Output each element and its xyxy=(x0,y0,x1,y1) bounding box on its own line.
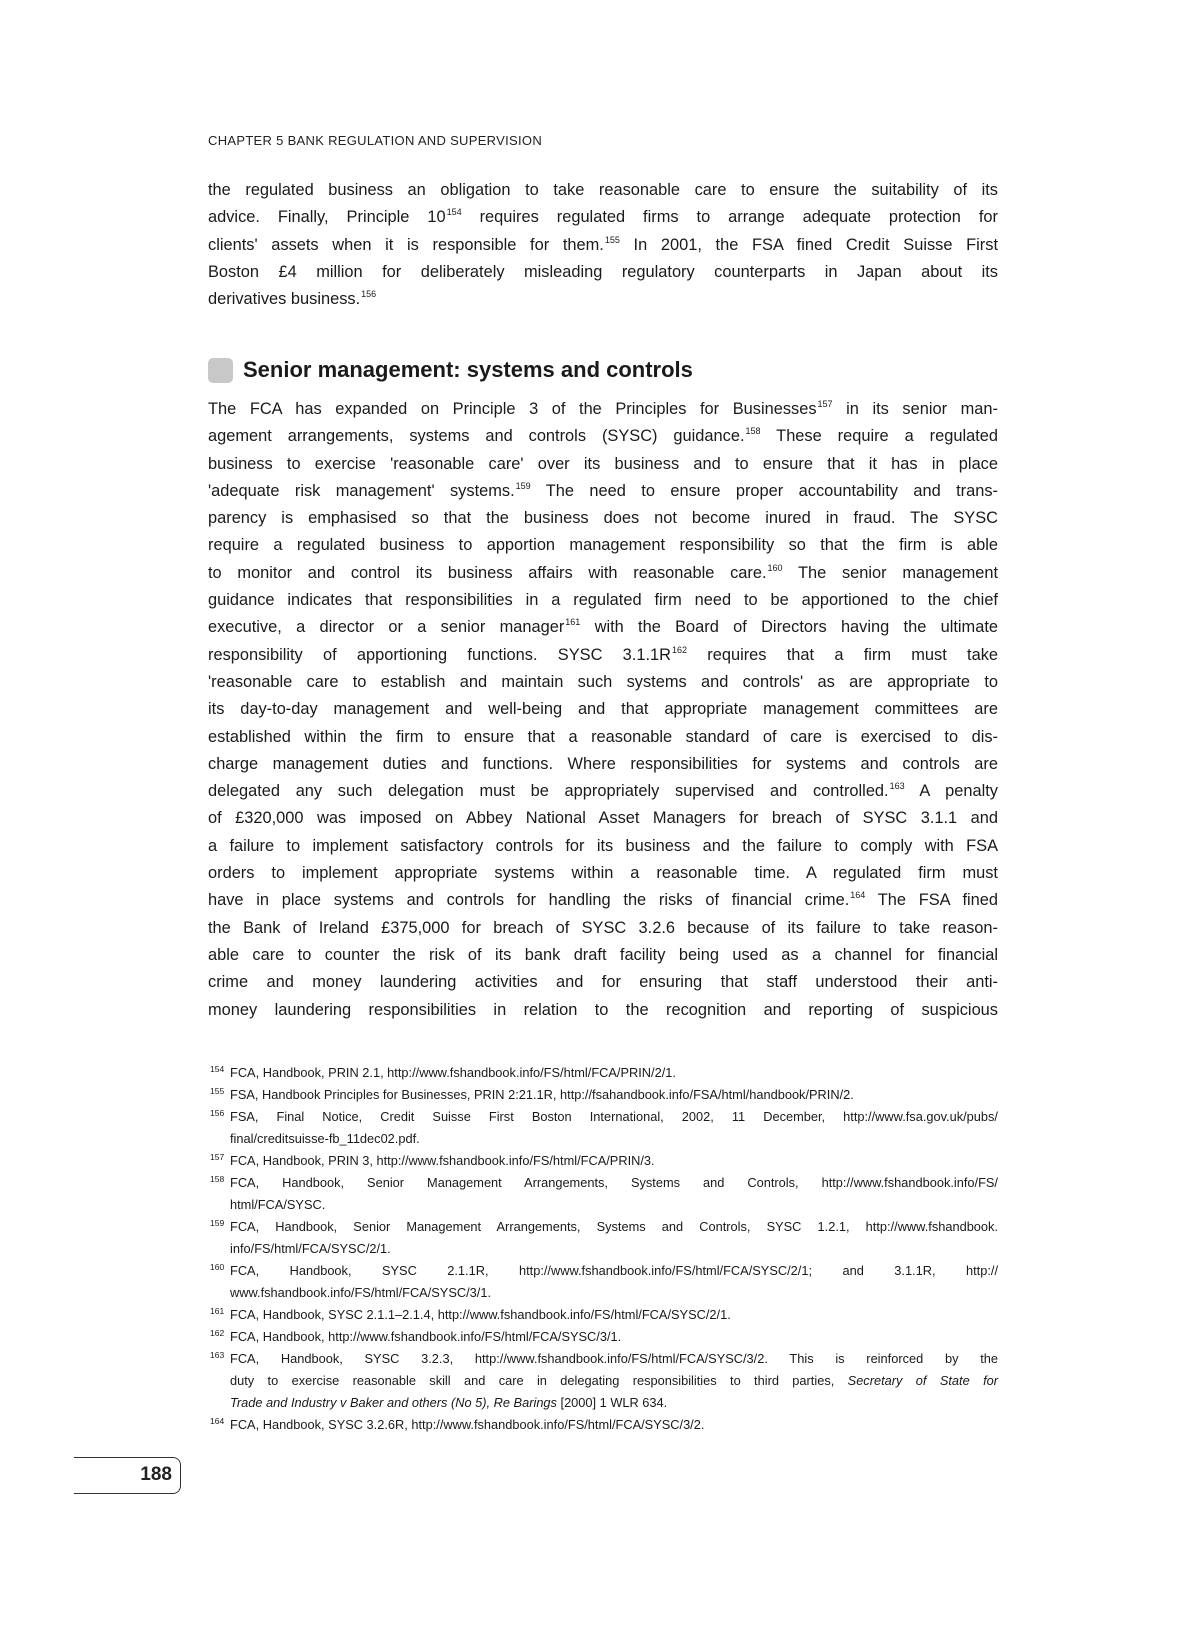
footnote-number: 155 xyxy=(210,1086,225,1096)
section-heading-text: Senior management: systems and controls xyxy=(243,357,693,382)
text-run: FSA, Final Notice, Credit Suisse First Boston International, 2002, 11 December, http://www.fsa.gov.uk/pubs/ xyxy=(230,1109,998,1124)
footnote-line xyxy=(230,1348,998,1370)
footnotes xyxy=(210,1062,998,1436)
footnote-line xyxy=(230,1194,998,1216)
text-run: FCA, Handbook, PRIN 2.1, http://www.fshandbook.info/FS/html/FCA/PRIN/2/1. xyxy=(230,1065,676,1080)
footnote xyxy=(210,1106,998,1150)
text-run: of £320,000 was imposed on Abbey National Asset Managers for breach of SYSC 3.1.1 and xyxy=(208,809,998,828)
footnote-line xyxy=(230,1304,998,1326)
text-line xyxy=(208,805,998,832)
footnote-reference: 159 xyxy=(515,480,531,491)
text-run: html/FCA/SYSC. xyxy=(230,1197,326,1212)
text-line xyxy=(208,286,998,313)
text-run: final/creditsuisse-fb_11dec02.pdf. xyxy=(230,1131,420,1146)
footnote xyxy=(210,1062,998,1084)
footnote-line xyxy=(230,1084,998,1106)
footnote-reference: 154 xyxy=(446,207,462,218)
footnote-reference: 157 xyxy=(817,399,833,409)
text-line xyxy=(208,942,998,969)
footnote-reference: 156 xyxy=(361,289,377,300)
footnote-number: 162 xyxy=(210,1328,225,1338)
text-run: executive, a director or a senior manager xyxy=(208,618,565,637)
footnote-number: 156 xyxy=(210,1108,225,1118)
text-run: require a regulated business to apportion management responsibility so that the firm is able xyxy=(208,536,998,555)
footnote xyxy=(210,1172,998,1216)
text-run: FCA, Handbook, http://www.fshandbook.info/FS/html/FCA/SYSC/3/1. xyxy=(230,1329,622,1344)
footnote-line xyxy=(230,1260,998,1282)
footnote-number: 160 xyxy=(210,1262,225,1272)
text-run: FCA, Handbook, PRIN 3, http://www.fshandbook.info/FS/html/FCA/PRIN/3. xyxy=(230,1153,655,1168)
text-run: the Bank of Ireland £375,000 for breach of SYSC 3.2.6 because of its failure to take reason- xyxy=(208,918,998,937)
text-line xyxy=(208,532,998,559)
page-number: 188 xyxy=(140,1464,172,1485)
text-run: advice. Finally, Principle 10 xyxy=(208,208,446,227)
text-run: business to exercise 'reasonable care' over its business and to ensure that it has in place xyxy=(208,454,998,473)
text-run: duty to exercise reasonable skill and care in delegating responsibilities to third parties, xyxy=(230,1373,848,1388)
text-run: with the Board of Directors having the ultimate xyxy=(580,618,998,637)
text-line xyxy=(208,860,998,887)
footnote xyxy=(210,1304,998,1326)
text-run: 'adequate risk management' systems. xyxy=(208,481,515,500)
footnote-line xyxy=(230,1370,998,1392)
text-line xyxy=(208,915,998,942)
text-run: The senior management xyxy=(782,563,999,582)
footnote-reference: 160 xyxy=(767,562,783,573)
footnote-reference: 163 xyxy=(889,781,905,792)
footnote xyxy=(210,1084,998,1106)
text-run: [2000] 1 WLR 634. xyxy=(556,1395,668,1410)
text-run: parency is emphasised so that the business does not become inured in fraud. The SYSC xyxy=(208,509,998,528)
text-line xyxy=(208,259,998,286)
footnote-number: 154 xyxy=(210,1064,225,1074)
text-run: A penalty xyxy=(904,782,998,801)
text-line xyxy=(208,969,998,996)
text-line xyxy=(208,177,998,204)
text-run: established within the firm to ensure that a reasonable standard of care is exercised to dis- xyxy=(208,727,998,746)
text-run: In 2001, the FSA fined Credit Suisse First xyxy=(619,235,998,254)
text-run: guidance indicates that responsibilities in a regulated firm need to be apportioned to the chief xyxy=(208,591,998,610)
running-head: CHAPTER 5 BANK REGULATION AND SUPERVISION xyxy=(208,133,543,148)
footnote-reference: 161 xyxy=(565,617,581,628)
text-run: derivatives business. xyxy=(208,290,361,309)
text-run: FCA, Handbook, SYSC 3.2.6R, http://www.fshandbook.info/FS/html/FCA/SYSC/3/2. xyxy=(230,1417,705,1432)
heading-marker-icon xyxy=(208,358,233,383)
paragraph-1 xyxy=(208,177,998,313)
footnote-line xyxy=(230,1282,998,1304)
text-run: 'reasonable care to establish and maintain such systems and controls' as are appropriate to xyxy=(208,672,998,691)
footnote-line xyxy=(230,1128,998,1150)
text-run: requires that a firm must take xyxy=(687,645,999,664)
footnote-number: 161 xyxy=(210,1306,225,1316)
footnote-line xyxy=(230,1326,998,1348)
text-run: The FSA fined xyxy=(865,891,998,910)
footnote xyxy=(210,1348,998,1414)
footnote-line xyxy=(230,1106,998,1128)
footnote xyxy=(210,1150,998,1172)
text-run: These require a regulated xyxy=(760,427,998,446)
text-run: its day-to-day management and well-being and that appropriate management committees are xyxy=(208,700,998,719)
text-line xyxy=(208,396,998,423)
footnote-line xyxy=(230,1392,998,1414)
footnote-number: 164 xyxy=(210,1416,225,1426)
text-run: FCA, Handbook, SYSC 2.1.1R, http://www.fshandbook.info/FS/html/FCA/SYSC/2/1; and 3.1.1R, http:// xyxy=(230,1263,998,1278)
page-number-tab xyxy=(74,1457,181,1494)
text-line xyxy=(208,696,998,723)
footnote-line xyxy=(230,1216,998,1238)
text-run: The need to ensure proper accountability and trans- xyxy=(530,481,998,500)
text-line xyxy=(208,451,998,478)
paragraph-2 xyxy=(208,396,998,1024)
footnote-reference: 155 xyxy=(604,234,620,245)
footnote-reference: 158 xyxy=(745,426,761,437)
text-run: Boston £4 million for deliberately misleading regulatory counterparts in Japan about its xyxy=(208,262,998,281)
text-run: delegated any such delegation must be appropriately supervised and controlled. xyxy=(208,782,889,801)
footnote-line xyxy=(230,1414,998,1436)
text-run: the regulated business an obligation to take reasonable care to ensure the suitability of its xyxy=(208,181,998,199)
text-run: in its senior man- xyxy=(832,400,998,418)
footnote xyxy=(210,1260,998,1304)
text-run: requires regulated firms to arrange adequate protection for xyxy=(461,208,998,227)
footnote xyxy=(210,1414,998,1436)
text-run: FSA, Handbook Principles for Businesses, PRIN 2:21.1R, http://fsahandbook.info/FSA/html/handbook/PRIN/2. xyxy=(230,1087,854,1102)
text-run: have in place systems and controls for handling the risks of financial crime. xyxy=(208,891,850,910)
text-line xyxy=(208,232,998,259)
section-heading xyxy=(208,355,693,385)
text-run: FCA, Handbook, Senior Management Arrangements, Systems and Controls, http://www.fshandbook.info/FS/ xyxy=(230,1175,998,1190)
footnote-line xyxy=(230,1150,998,1172)
text-run: info/FS/html/FCA/SYSC/2/1. xyxy=(230,1241,391,1256)
text-line xyxy=(208,587,998,614)
text-line xyxy=(208,614,998,641)
italic-text: Trade and Industry v Baker and others (No 5), Re Barings xyxy=(230,1395,557,1410)
text-run: responsibility of apportioning functions. SYSC 3.1.1R xyxy=(208,645,671,664)
text-run: clients' assets when it is responsible for them. xyxy=(208,235,604,254)
text-run: money laundering responsibilities in relation to the recognition and reporting of suspicious xyxy=(208,1000,998,1019)
text-line xyxy=(208,751,998,778)
footnote-line xyxy=(230,1238,998,1260)
text-line xyxy=(208,778,998,805)
text-line xyxy=(208,669,998,696)
footnote xyxy=(210,1326,998,1348)
footnote-number: 157 xyxy=(210,1152,225,1162)
text-run: to monitor and control its business affairs with reasonable care. xyxy=(208,563,767,582)
footnote-number: 163 xyxy=(210,1350,225,1360)
text-run: able care to counter the risk of its bank draft facility being used as a channel for financial xyxy=(208,945,998,964)
text-run: crime and money laundering activities and for ensuring that staff understood their anti- xyxy=(208,973,998,992)
italic-text: Secretary of State for xyxy=(847,1373,999,1388)
text-run: FCA, Handbook, SYSC 2.1.1–2.1.4, http://www.fshandbook.info/FS/html/FCA/SYSC/2/1. xyxy=(230,1307,731,1322)
footnote-reference: 162 xyxy=(671,644,688,655)
text-line xyxy=(208,560,998,587)
text-run: The FCA has expanded on Principle 3 of the Principles for Businesses xyxy=(208,400,817,418)
text-line xyxy=(208,505,998,532)
text-line xyxy=(208,478,998,505)
text-run: agement arrangements, systems and controls (SYSC) guidance. xyxy=(208,427,745,446)
text-line xyxy=(208,997,998,1024)
footnote-line xyxy=(230,1062,998,1084)
footnote-number: 158 xyxy=(210,1174,225,1184)
text-run: charge management duties and functions. Where responsibilities for systems and controls are xyxy=(208,754,998,773)
text-line xyxy=(208,724,998,751)
text-line xyxy=(208,423,998,450)
footnote-number: 159 xyxy=(210,1218,225,1228)
footnote-line xyxy=(230,1172,998,1194)
text-line xyxy=(208,833,998,860)
text-run: FCA, Handbook, Senior Management Arrangements, Systems and Controls, SYSC 1.2.1, http://www.fshandbook. xyxy=(230,1219,998,1234)
text-line xyxy=(208,204,998,231)
text-run: a failure to implement satisfactory controls for its business and the failure to comply with FSA xyxy=(208,836,998,855)
text-run: orders to implement appropriate systems within a reasonable time. A regulated firm must xyxy=(208,864,998,883)
text-line xyxy=(208,642,998,669)
text-run: www.fshandbook.info/FS/html/FCA/SYSC/3/1. xyxy=(230,1285,492,1300)
footnote xyxy=(210,1216,998,1260)
text-run: FCA, Handbook, SYSC 3.2.3, http://www.fshandbook.info/FS/html/FCA/SYSC/3/2. This is reinforced by the xyxy=(230,1351,998,1366)
text-line xyxy=(208,887,998,914)
footnote-reference: 164 xyxy=(850,890,866,901)
